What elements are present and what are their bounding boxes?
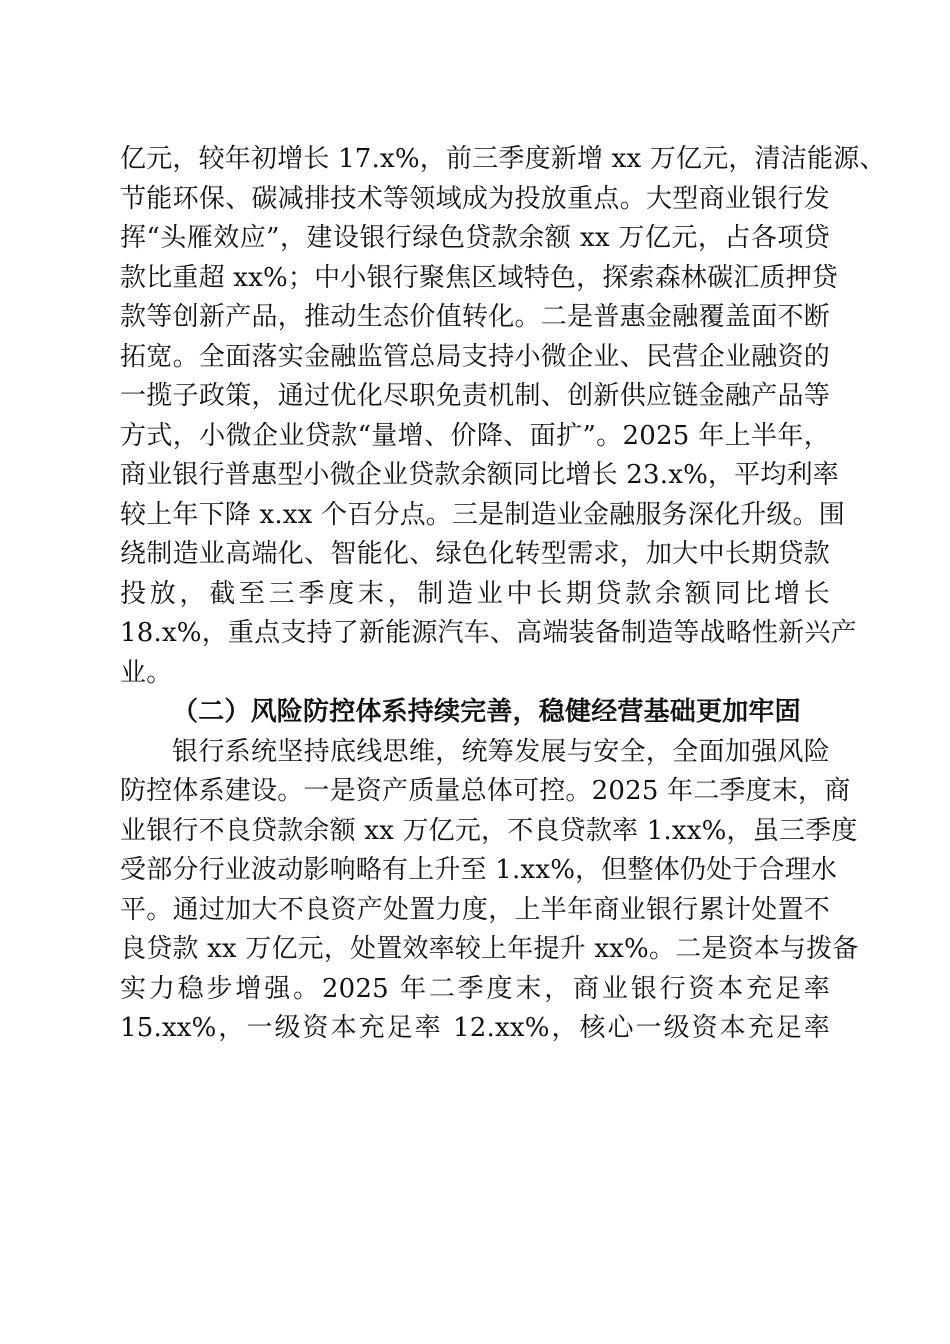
text-line: 绕制造业高端化、智能化、绿色化转型需求，加大中长期贷款	[120, 539, 830, 569]
text-line: 节能环保、碳减排技术等领域成为投放重点。大型商业银行发	[120, 183, 830, 214]
text-line: 投放，截至三季度末，制造业中长期贷款余额同比增长	[120, 578, 830, 609]
text-line: 方式，小微企业贷款“量增、价降、面扩”。2025 年上半年，	[120, 420, 830, 451]
document-body	[120, 140, 886, 1049]
text-line: 银行系统坚持底线思维，统筹发展与安全，全面加强风险	[172, 736, 830, 767]
text-line: 业。	[120, 657, 173, 688]
text-line: 防控体系建设。一是资产质量总体可控。2025 年二季度末，商	[120, 776, 851, 806]
paragraph-green-inclusive-manufacturing	[120, 140, 886, 693]
text-line: 平。通过加大不良资产处置力度，上半年商业银行累计处置不	[120, 894, 830, 925]
text-line: 挥“头雁效应”，建设银行绿色贷款余额 xx 万亿元，占各项贷	[120, 223, 830, 253]
text-line: 良贷款 xx 万亿元，处置效率较上年提升 xx%。二是资本与拨备	[120, 934, 859, 964]
text-line: 商业银行普惠型小微企业贷款余额同比增长 23.x%，平均利率	[120, 460, 839, 490]
text-line: 款比重超 xx%；中小银行聚焦区域特色，探索森林碳汇质押贷	[120, 262, 839, 293]
text-line: 亿元，较年初增长 17.x%，前三季度新增 xx 万亿元，清洁能源、	[120, 144, 886, 174]
text-line: 18.x%，重点支持了新能源汽车、高端装备制造等战略性新兴产	[120, 618, 857, 648]
text-line: 较上年下降 x.xx 个百分点。三是制造业金融服务深化升级。围	[120, 499, 845, 530]
text-line: 款等创新产品，推动生态价值转化。二是普惠金融覆盖面不断	[120, 302, 830, 332]
text-line: 15.xx%，一级资本充足率 12.xx%，核心一级资本充足率	[120, 1013, 830, 1043]
text-line: 实力稳步增强。2025 年二季度末，商业银行资本充足率	[120, 973, 830, 1004]
text-line: 拓宽。全面落实金融监管总局支持小微企业、民营企业融资的	[120, 341, 830, 372]
text-line: 一揽子政策，通过优化尽职免责机制、创新供应链金融产品等	[120, 381, 830, 411]
paragraph-risk-control	[120, 733, 859, 1049]
text-line: 受部分行业波动影响略有上升至 1.xx%，但整体仍处于合理水	[120, 855, 838, 885]
section-heading: （二）风险防控体系持续完善，稳健经营基础更加牢固	[172, 697, 801, 727]
text-line: 业银行不良贷款余额 xx 万亿元，不良贷款率 1.xx%，虽三季度	[120, 815, 858, 846]
